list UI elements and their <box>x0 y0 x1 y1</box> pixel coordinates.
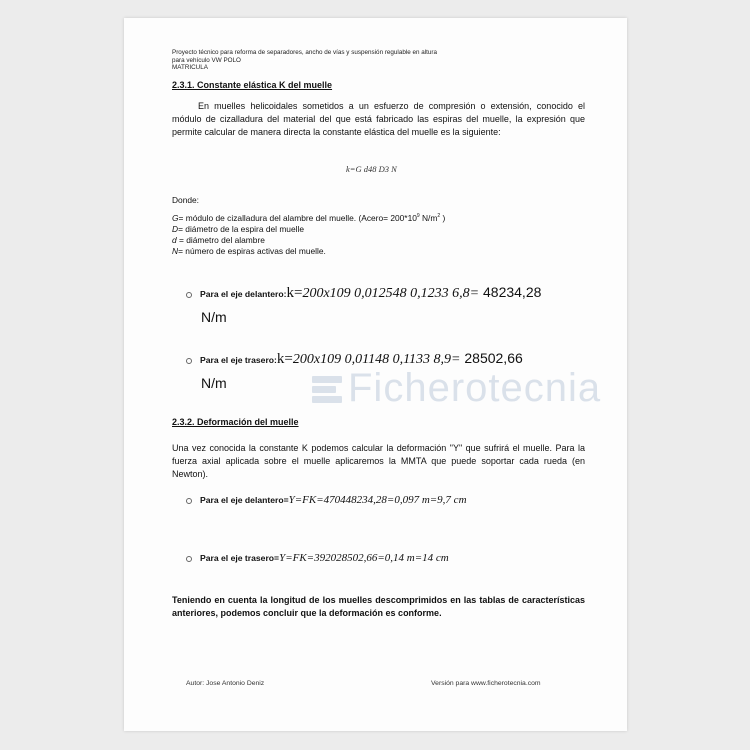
header-line-1: Proyecto técnico para reforma de separadores, ancho de vías y suspensión regulable en altura <box>172 49 437 56</box>
spring-constant-formula: k=G d48 D3 N <box>346 164 397 174</box>
section-1-title: 2.3.1. Constante elástica K del muelle <box>172 80 333 90</box>
donde-label: Donde: <box>172 195 200 205</box>
conclusion-paragraph: Teniendo en cuenta la longitud de los muelles descomprimidos en las tablas de características anteriores, podemos concluir que la deformación es conforme. <box>172 595 585 618</box>
bullet-circle-icon <box>186 358 192 364</box>
bullet-y-front: Para el eje delantero=Y=FK=470448234,28=0,097 m=9,7 cm <box>186 494 467 506</box>
definitions-list <box>172 211 445 257</box>
header-line-2: para vehículo VW POLO <box>172 56 241 64</box>
section-2-paragraph: Una vez conocida la constante K podemos calcular la deformación "Y" que sufrirá el muelle. Para la fuerza axial aplicada sobre el muelle aplicaremos la MMTA que puede soportar cada rueda (en Newton). <box>172 443 585 479</box>
document-header <box>172 49 437 72</box>
bullet-circle-icon <box>186 556 192 562</box>
definition-big-d: D= diámetro de la espira del muelle <box>172 223 304 234</box>
bullet-k-rear: Para el eje trasero:k=200x109 0,01148 0,1133 8,9= 28502,66 <box>186 350 523 368</box>
definition-g: G= módulo de cizalladura del alambre del muelle. (Acero= $200*10^9$ $N/m^2$ ) <box>172 212 446 223</box>
definition-small-d: d = diámetro del alambre <box>172 234 265 245</box>
definition-n: N= número de espiras activas del muelle. <box>172 245 326 256</box>
unit-front: N/m <box>201 309 227 325</box>
bullet-circle-icon <box>186 292 192 298</box>
section-1-paragraph: En muelles helicoidales sometidos a un esfuerzo de compresión o extensión, conocido el módulo de cizalladura del material del que está fabricado las espiras del muelle, la expresión que permite calcular de manera directa la constante elástica del muelle es la siguiente: <box>172 101 585 137</box>
bullet-circle-icon <box>186 498 192 504</box>
section-2-title: 2.3.2. Deformación del muelle <box>172 417 299 427</box>
bullet-y-rear: Para el eje trasero=Y=FK=392028502,66=0,14 m=14 cm <box>186 552 449 564</box>
unit-rear: N/m <box>201 375 227 391</box>
ficherotecnia-logo-icon <box>312 371 346 407</box>
header-line-3: MATRICULA <box>172 64 208 71</box>
document-page <box>124 18 627 731</box>
footer-version: Versión para www.ficherotecnia.com <box>431 680 541 687</box>
footer-author: Autor: Jose Antonio Deniz <box>186 680 265 687</box>
watermark: Ficherotecnia <box>312 366 601 411</box>
bullet-k-front: Para el eje delantero:k=200x109 0,012548 0,1233 6,8= 48234,28 <box>186 284 541 302</box>
